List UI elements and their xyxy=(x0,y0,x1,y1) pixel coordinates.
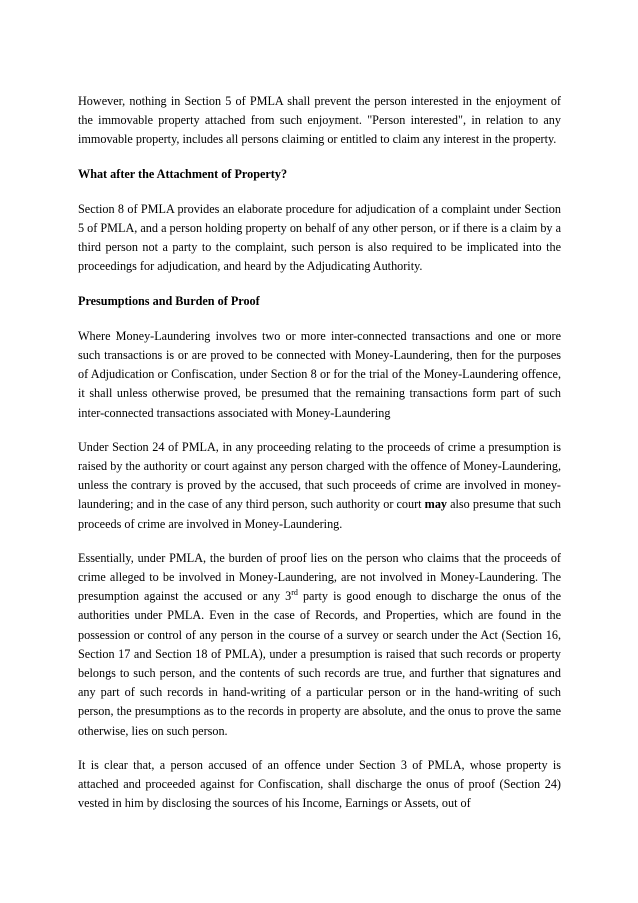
burden-text-start: Essentially, under PMLA, the burden of proof lies on the person who claims that the proceeds of crime alleged to be involved in Money-Laundering, are not involved in Money-Laundering. The presumption against the accused or any 3 xyxy=(78,550,561,604)
burden-text-end: party is good enough to discharge the onus of the authorities under PMLA. Even in the case of Records, and Properties, which are found in the possession or control of any person in the course of a survey or search under the Act (Section 16, Section 17 and Section 18 of PMLA), under a presumption is raised that such records or property belongs to such person, and the contents of such records are true, and further that signatures and any part of such records in hand-writing of a particular person or in the hand-writing of such person, the presumptions as to the records in property are absolute, and the onus to prove the same otherwise, lies on such person. xyxy=(78,589,561,738)
section-24-text-end: also presume that such proceeds of crime are involved in Money-Laundering. xyxy=(78,497,561,531)
paragraph-onus-of-proof: It is clear that, a person accused of an offence under Section 3 of PMLA, whose property is attached and proceeded against for Confiscation, shall discharge the onus of proof (Section 24) vested in him by disclosing the sources of his Income, Earnings or Assets, out of xyxy=(78,757,561,811)
paragraph-section-24 xyxy=(78,438,561,534)
page-body xyxy=(78,92,561,814)
emphasis-may: may xyxy=(424,497,448,512)
paragraph-enjoyment-of-property: However, nothing in Section 5 of PMLA shall prevent the person interested in the enjoyment of the immovable property attached from such enjoyment. "Person interested", in relation to any immovable property, includes all persons claiming or entitled to claim any interest in the property. xyxy=(78,94,561,147)
paragraph-section-8: Section 8 of PMLA provides an elaborate procedure for adjudication of a complaint under Section 5 of PMLA, and a person holding property on behalf of any other person, or if there is a claim by a third person not a party to the complaint, such person is also required to be implicated into the proceedings for adjudication, and heard by the Adjudicating Authority. xyxy=(78,201,561,274)
heading-after-attachment: What after the Attachment of Property? xyxy=(78,166,288,181)
paragraph-interconnected-transactions: Where Money-Laundering involves two or more inter-connected transactions and one or more such transactions is or are proved to be connected with Money-Laundering, then for the purposes of Adjudication or Confiscation, under Section 8 or for the trial of the Money-Laundering offence, it shall unless otherwise proved, be presumed that the remaining transactions form part of such inter-connected transactions associated with Money-Laundering xyxy=(78,328,561,420)
ordinal-superscript: rd xyxy=(291,588,298,598)
heading-presumptions-burden: Presumptions and Burden of Proof xyxy=(78,293,260,308)
paragraph-burden-of-proof xyxy=(78,549,561,741)
section-24-text-start: Under Section 24 of PMLA, in any proceeding relating to the proceeds of crime a presumption is raised by the authority or court against any person charged with the offence of Money-Laundering, unless the contrary is proved by the accused, that such proceeds of crime are involved in money-laundering; and in the case of any third person, such authority or court xyxy=(78,439,561,512)
